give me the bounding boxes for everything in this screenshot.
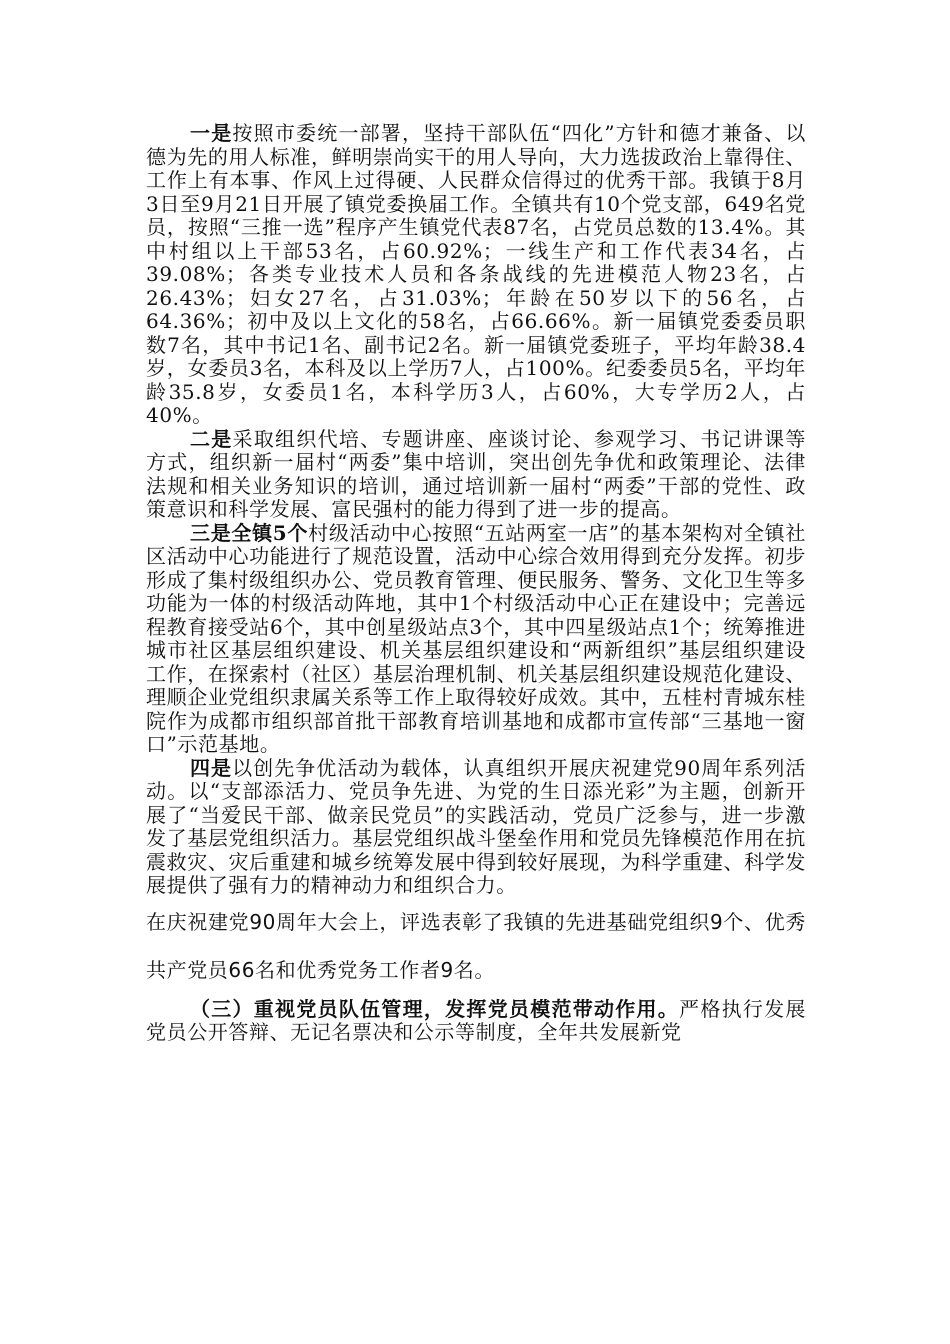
paragraph-3-lead: 三是全镇5个: [190, 520, 309, 545]
document-body: [146, 122, 806, 1045]
paragraph-1-text: 按照市委统一部署，坚持干部队伍“四化”方针和德才兼备、以德为先的用人标准，鲜明崇尚实干的用人导向，大力选拔政治上靠得住、工作上有本事、作风上过得硬、人民群众信得过的优秀干部。我镇于8月3日至9月21日开展了镇党委换届工作。全镇共有10个党支部，649名党员，按照“三推一选”程序产生镇党代表87名，占党员总数的13.4%。其中村组以上干部53名，占60.92%；一线生产和工作代表34名，占39.08%；各类专业技术人员和各条战线的先进模范人物23名，占26.43%；妇女27名，占31.03%；年龄在50岁以下的56名，占64.36%；初中及以上文化的58名，占66.66%。新一届镇党委委员职数7名，其中书记1名、副书记2名。新一届镇党委班子，平均年龄38.4岁，女委员3名，本科及以上学历7人，占100%。纪委委员5名，平均年龄35.8岁，女委员1名，本科学历3人，占60%，大专学历2人，占40%。: [146, 121, 807, 427]
paragraph-5-text: 严格执行发展党员公开答辩、无记名票决和公示等制度，全年共发展新党: [146, 996, 806, 1044]
paragraph-1: [146, 122, 806, 428]
paragraph-2-text: 采取组织代培、专题讲座、座谈讨论、参观学习、书记讲课等方式，组织新一届村“两委”集中培训，突出创先争优和政策理论、法律法规和相关业务知识的培训，通过培训新一届村“两委”干部的党性、政策意识和科学发展、富民强村的能力得到了进一步的提高。: [146, 426, 806, 521]
paragraph-4-tail: 在庆祝建党90周年大会上，评选表彰了我镇的先进基础党组织9个、优秀共产党员66名和优秀党务工作者9名。: [146, 909, 806, 982]
paragraph-5: [146, 998, 806, 1045]
paragraph-2-lead: 二是: [190, 426, 233, 451]
paragraph-1-lead: 一是: [190, 121, 233, 145]
paragraph-4-text: 以创先争优活动为载体，认真组织开展庆祝建党90周年系列活动。以“支部添活力、党员争先进、为党的生日添光彩”为主题，创新开展了“当爱民干部、做亲民党员”的实践活动，党员广泛参与，进一步激发了基层党组织活力。基层党组织战斗堡垒作用和党员先锋模范作用在抗震救灾、灾后重建和城乡统筹发展中得到较好展现，为科学重建、科学发展提供了强有力的精神动力和组织合力。: [146, 755, 807, 897]
paragraph-4: [146, 757, 806, 994]
paragraph-3-text: 村级活动中心按照“五站两室一店”的基本架构对全镇社区活动中心功能进行了规范设置，活动中心综合效用得到充分发挥。初步形成了集村级组织办公、党员教育管理、便民服务、警务、文化卫生等多功能为一体的村级活动阵地，其中1个村级活动中心正在建设中；完善远程教育接受站6个，其中创星级站点3个，其中四星级站点1个；统筹推进城市社区基层组织建设、机关基层组织建设和“两新组织”基层组织建设工作，在探索村（社区）基层治理机制、机关基层组织建设规范化建设、理顺企业党组织隶属关系等工作上取得较好成效。其中，五桂村青城东桂院作为成都市组织部首批干部教育培训基地和成都市宣传部“三基地一窗口”示范基地。: [146, 520, 806, 756]
paragraph-4-lead: 四是: [190, 755, 233, 780]
paragraph-3: [146, 522, 806, 757]
paragraph-5-lead: （三）重视党员队伍管理，发挥党员模范带动作用。: [190, 996, 680, 1021]
paragraph-2: [146, 428, 806, 522]
